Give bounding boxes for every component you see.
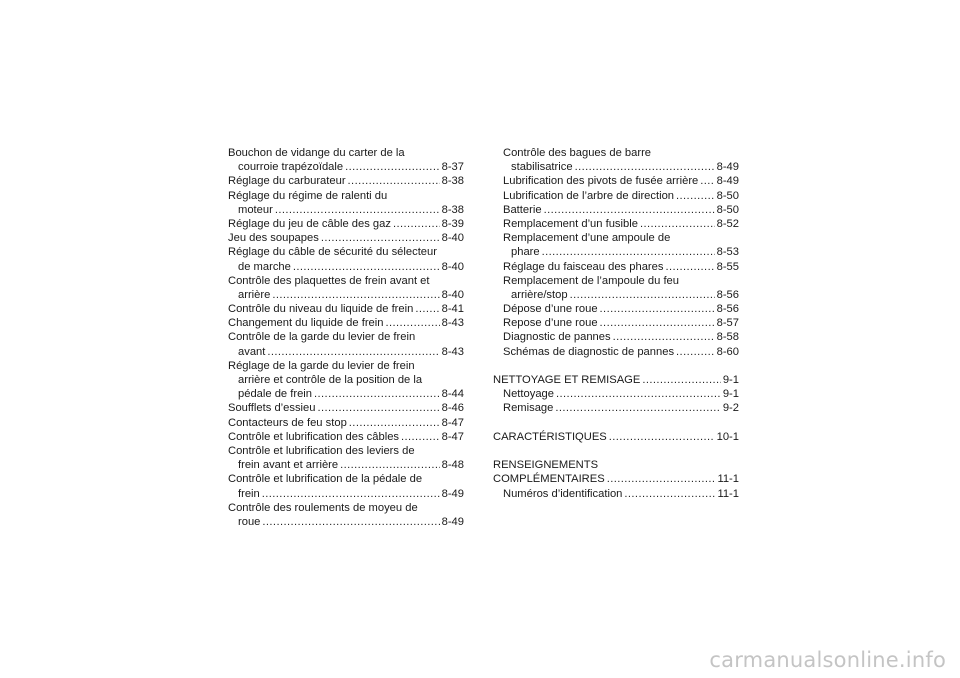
toc-entry [228,515,464,529]
toc-entry-title: Contacteurs de feu stop [228,416,347,429]
toc-entry-title: arrière/stop [511,288,568,301]
toc-entry [493,260,739,274]
toc-leader-dots [676,345,715,359]
toc-entry-title: arrière [238,288,271,301]
toc-entry-title: Contrôle et lubrification de la pédale de [228,473,423,486]
toc-entry-title: Contrôle et lubrification des câbles [228,430,400,443]
toc-entry-page: 8-56 [716,288,739,301]
toc-entry-title: Repose d’une roue [503,317,598,330]
toc-entry-page: 8-49 [441,515,464,528]
toc-entry-page: 8-49 [716,161,739,174]
toc-entry-title: NETTOYAGE ET REMISAGE [493,374,641,386]
toc-entry [228,146,464,160]
toc-entry-page: 9-2 [722,402,739,415]
toc-leader-dots [600,302,715,316]
toc-entry-title: Schémas de diagnostic de pannes [503,345,675,358]
toc-entry [228,189,464,203]
toc-entry-page: 9-1 [722,374,739,386]
toc-entry-title: Réglage du faisceau des phares [503,260,664,273]
toc-entry-page: 8-39 [441,217,464,230]
toc-right-column [493,146,739,501]
toc-entry-page: 8-50 [716,189,739,202]
toc-entry-page: 8-38 [441,203,464,216]
toc-entry-page: 8-49 [441,487,464,500]
toc-leader-dots [401,430,440,444]
toc-entry-title: Nettoyage [503,388,554,401]
toc-entry-title: Bouchon de vidange du carter de la [228,147,405,159]
toc-entry-title: Numéros d’identification [503,487,623,500]
toc-entry [228,330,464,344]
toc-entry [228,373,464,387]
toc-spacer [493,416,739,430]
toc-entry [493,288,739,302]
toc-entry [228,359,464,373]
toc-entry-title: Réglage du jeu de câble des gaz [228,217,391,230]
toc-leader-dots [624,487,715,501]
toc-entry-title: Contrôle et lubrification des leviers de [228,444,415,457]
toc-entry-page: 10-1 [716,430,739,443]
toc-entry-page: 8-53 [716,246,739,259]
toc-entry-title: CARACTÉRISTIQUES [493,430,607,443]
toc-entry [228,316,464,330]
toc-entry [228,472,464,486]
toc-leader-dots [393,217,440,231]
toc-entry [493,487,739,501]
toc-entry-page: 8-52 [716,217,739,230]
toc-entry [228,501,464,515]
toc-entry-page: 8-49 [716,175,739,188]
toc-entry-page: 8-57 [716,317,739,330]
toc-entry-title: Dépose d’une roue [503,303,598,316]
toc-leader-dots [415,302,439,316]
toc-entry [228,458,464,472]
toc-entry [228,231,464,245]
toc-entry-title: Lubrification de l’arbre de direction [503,189,675,202]
toc-leader-dots [262,515,439,529]
toc-entry [493,160,739,174]
toc-entry [493,330,739,344]
toc-leader-dots [609,430,715,444]
toc-entry [493,430,739,444]
toc-entry-title: Changement du liquide de frein [228,317,384,330]
toc-leader-dots [607,472,716,486]
toc-entry-page: 8-48 [441,459,464,472]
toc-entry-title: Contrôle des plaquettes de frein avant et [228,274,430,287]
toc-entry-page: 8-37 [441,161,464,174]
toc-entry-page: 8-44 [441,388,464,401]
toc-entry [493,387,739,401]
toc-left-column [228,146,464,529]
toc-entry-title: Remisage [503,402,554,415]
toc-leader-dots [600,316,715,330]
toc-entry [493,316,739,330]
toc-entry [228,160,464,174]
toc-entry-title: Soufflets d’essieu [228,402,316,415]
toc-entry-page: 8-55 [716,260,739,273]
toc-entry-page: 8-58 [716,331,739,344]
toc-leader-dots [317,401,439,415]
toc-entry-title: moteur [238,203,273,216]
toc-entry-page: 8-43 [441,317,464,330]
watermark-text: carmanualsonline.info [709,648,946,672]
toc-entry-title: frein avant et arrière [238,459,339,472]
toc-entry [493,245,739,259]
toc-entry [228,487,464,501]
toc-entry [228,203,464,217]
toc-leader-dots [386,316,440,330]
toc-entry [493,217,739,231]
toc-entry-title: COMPLÉMENTAIRES [493,473,605,486]
toc-leader-dots [348,174,440,188]
toc-entry-page: 8-43 [441,345,464,358]
toc-entry-page: 8-60 [716,345,739,358]
toc-entry-title: Réglage du carburateur [228,175,346,188]
toc-entry [228,444,464,458]
toc-entry [228,260,464,274]
toc-entry-page: 8-50 [716,203,739,216]
toc-entry [228,430,464,444]
toc-leader-dots [640,217,715,231]
toc-entry-title: Jeu des soupapes [228,232,319,245]
toc-entry-title: Diagnostic de pannes [503,331,611,344]
toc-leader-dots [700,174,714,188]
toc-entry-title: arrière et contrôle de la position de la [238,374,423,386]
toc-leader-dots [556,387,721,401]
toc-entry-title: Contrôle des bagues de barre [503,147,652,159]
toc-leader-dots [275,203,440,217]
toc-entry [493,174,739,188]
toc-entry [228,302,464,316]
toc-entry [493,146,739,160]
toc-entry [228,416,464,430]
toc-leader-dots [349,416,440,430]
toc-entry-title: Batterie [503,203,542,216]
toc-leader-dots [267,345,439,359]
toc-entry-title: Lubrification des pivots de fusée arrière [503,175,699,188]
toc-leader-dots [542,245,715,259]
toc-entry-title: frein [238,487,260,500]
toc-leader-dots [345,160,439,174]
toc-entry [493,345,739,359]
toc-spacer [493,359,739,373]
toc-entry [228,401,464,415]
toc-entry [228,288,464,302]
toc-entry [493,458,739,472]
toc-entry [493,189,739,203]
toc-entry-title: Contrôle du niveau du liquide de frein [228,303,414,316]
toc-entry [493,274,739,288]
toc-entry [228,345,464,359]
toc-entry [493,472,739,486]
toc-entry-page: 8-40 [441,288,464,301]
toc-entry [493,373,739,387]
toc-entry [493,401,739,415]
toc-entry-title: stabilisatrice [511,161,573,174]
toc-entry-title: RENSEIGNEMENTS [493,459,599,472]
toc-leader-dots [665,260,714,274]
toc-entry-title: roue [238,515,261,528]
toc-entry-title: pédale de frein [238,388,313,401]
toc-entry [228,174,464,188]
toc-entry-page: 9-1 [722,388,739,401]
toc-leader-dots [613,330,715,344]
toc-entry-title: Réglage du régime de ralenti du [228,189,388,202]
toc-entry-title: avant [238,345,266,358]
toc-entry-title: Contrôle des roulements de moyeu de [228,501,418,514]
toc-entry-page: 8-56 [716,303,739,316]
toc-leader-dots [575,160,715,174]
toc-leader-dots [314,387,440,401]
toc-leader-dots [293,260,440,274]
toc-leader-dots [262,487,440,501]
toc-entry-page: 8-46 [441,402,464,415]
toc-entry [228,217,464,231]
toc-entry-page: 8-47 [441,430,464,443]
toc-entry-title: Réglage du câble de sécurité du sélecteur [228,246,437,259]
toc-entry [228,274,464,288]
toc-entry-title: Contrôle de la garde du levier de frein [228,331,416,344]
toc-entry [493,231,739,245]
toc-entry-page: 8-40 [441,260,464,273]
toc-entry-page: 11-1 [717,473,739,486]
toc-entry [228,387,464,401]
toc-entry-title: Remplacement de l’ampoule du feu [503,274,679,287]
toc-leader-dots [676,189,715,203]
toc-leader-dots [321,231,440,245]
toc-entry-title: phare [511,246,540,259]
toc-entry-page: 11-1 [717,487,739,500]
toc-entry-title: Réglage de la garde du levier de frein [228,359,415,372]
toc-entry-page: 8-40 [441,232,464,245]
toc-entry-page: 8-38 [441,175,464,188]
toc-entry-page: 8-41 [441,303,464,316]
toc-entry [493,203,739,217]
toc-entry-page: 8-47 [441,416,464,429]
toc-entry-title: Remplacement d’une ampoule de [503,232,671,245]
toc-spacer [493,444,739,458]
toc-entry-title: Remplacement d’un fusible [503,217,638,230]
toc-entry-title: de marche [238,260,291,273]
toc-leader-dots [272,288,439,302]
toc-leader-dots [544,203,715,217]
toc-entry-title: courroie trapézoïdale [238,161,344,174]
toc-entry [493,302,739,316]
toc-leader-dots [555,401,720,415]
toc-entry [228,245,464,259]
toc-leader-dots [642,373,720,387]
toc-leader-dots [340,458,439,472]
toc-leader-dots [570,288,715,302]
